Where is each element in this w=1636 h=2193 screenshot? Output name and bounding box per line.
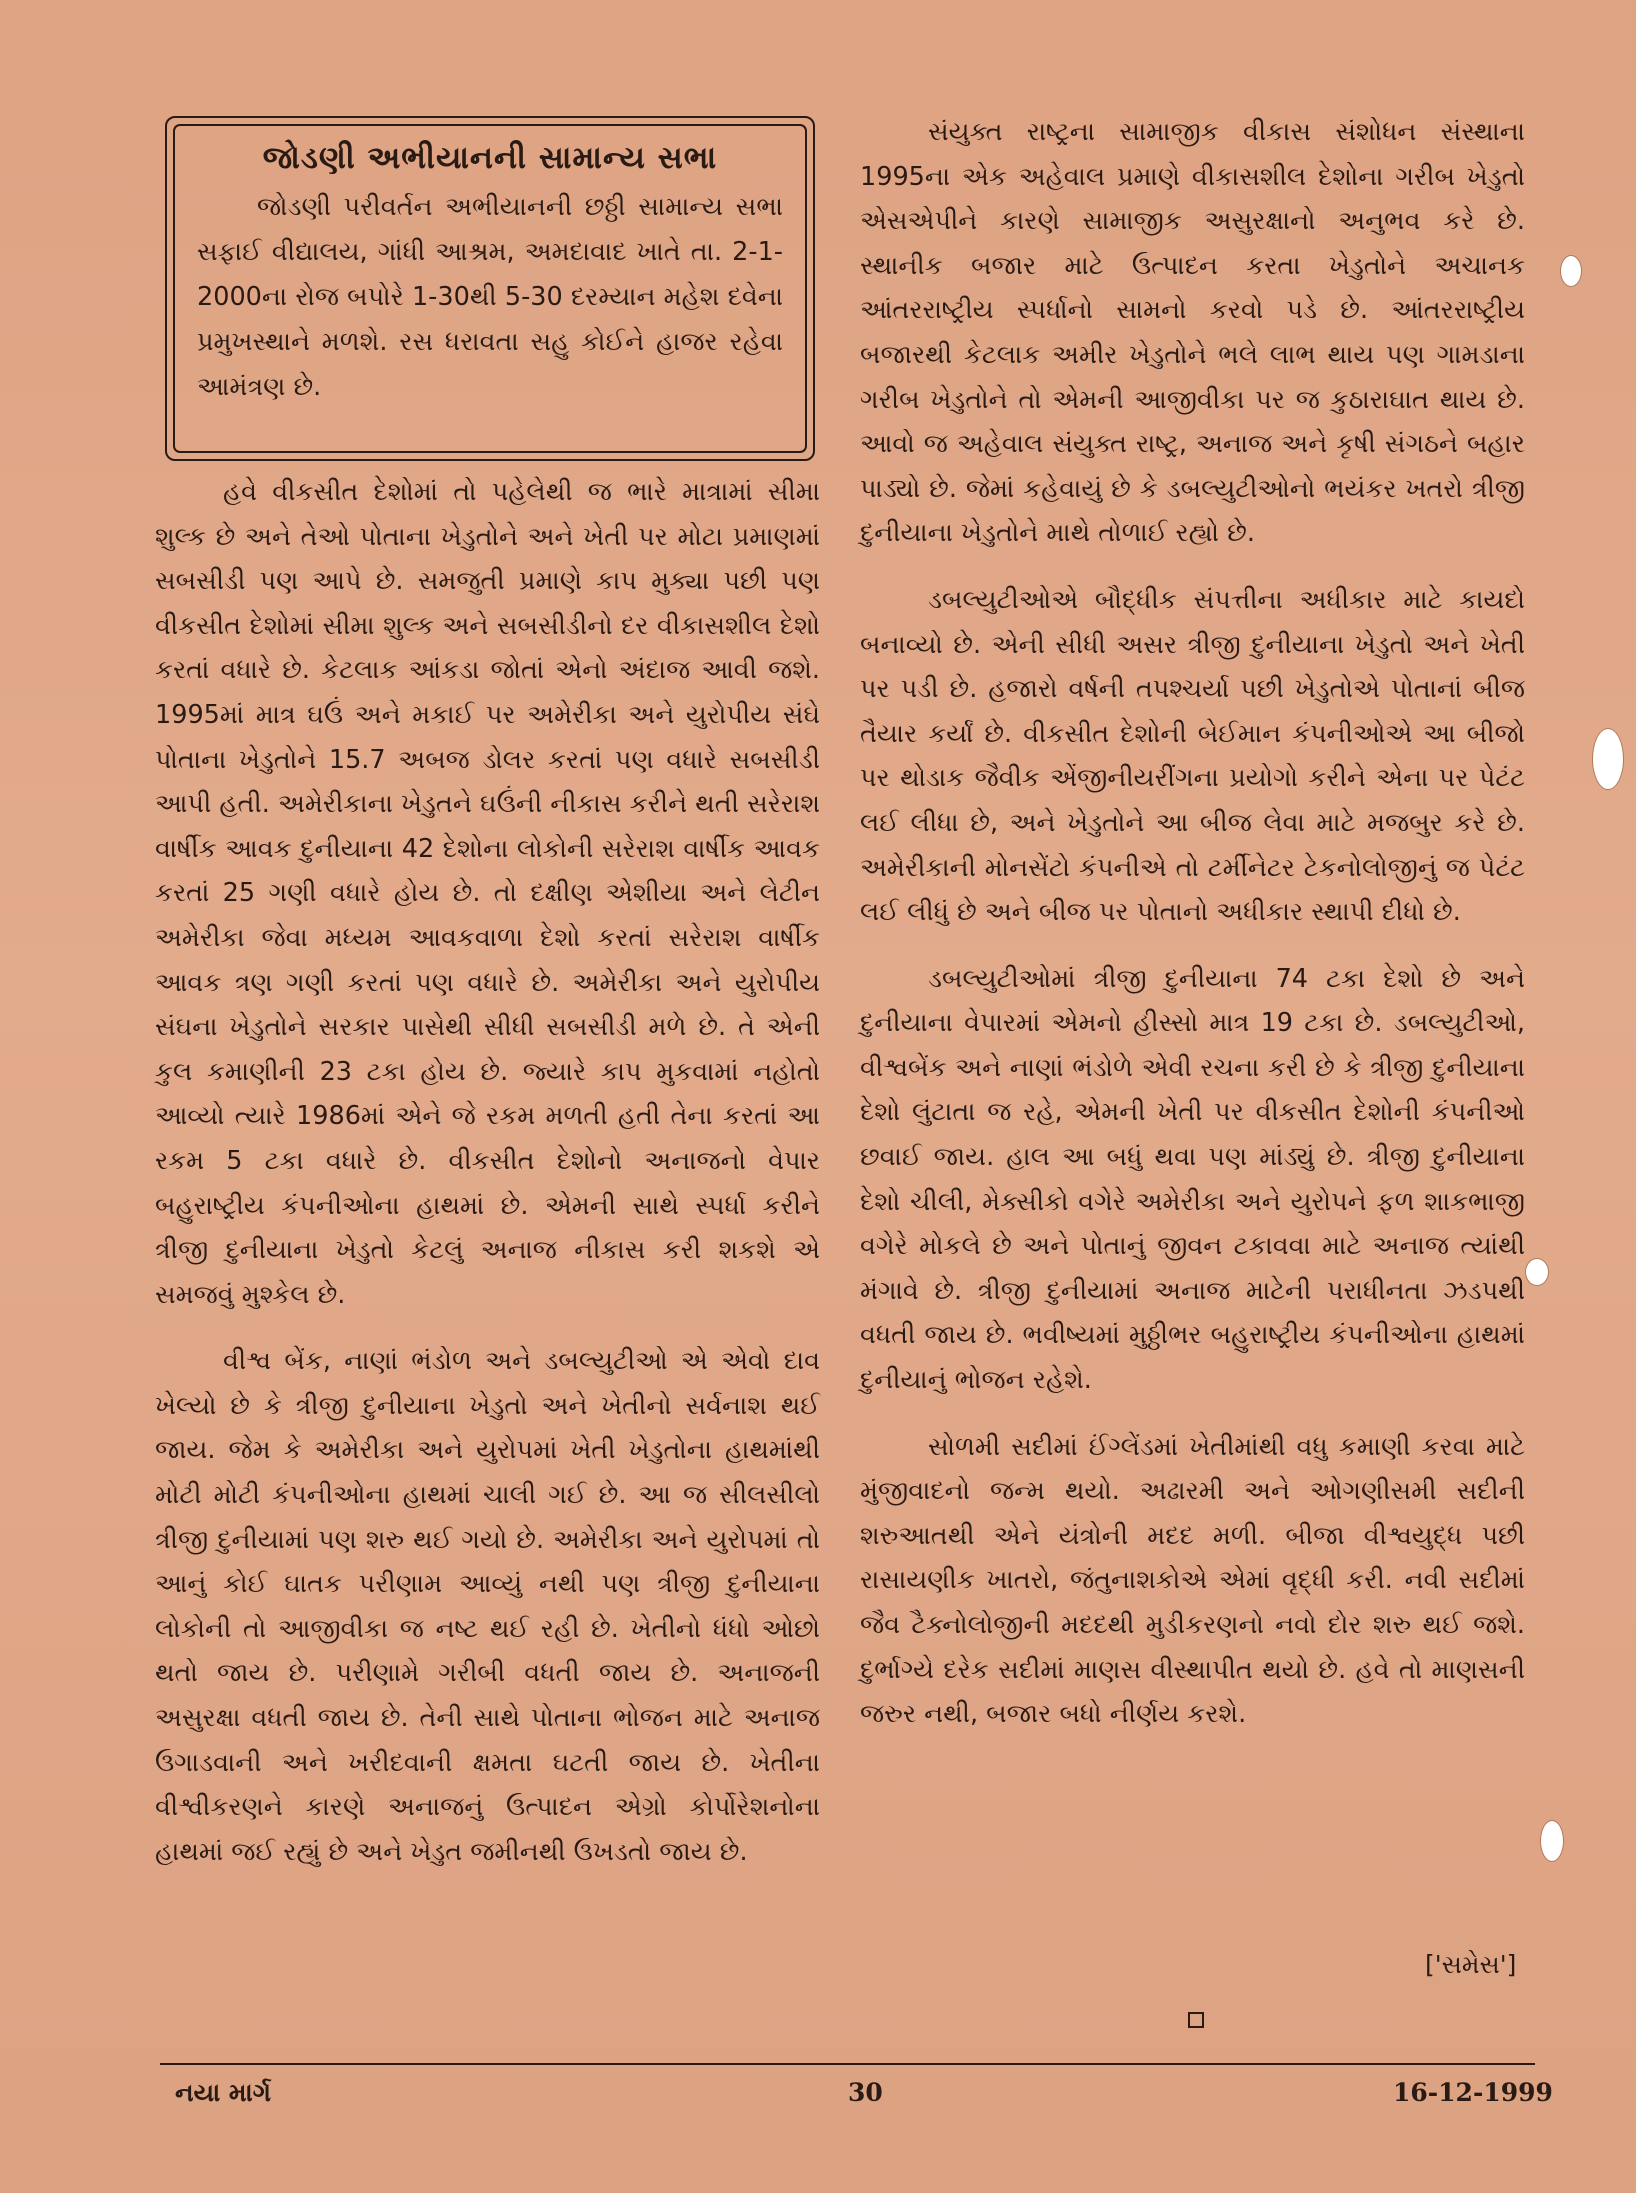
notice-box-inner	[173, 124, 807, 453]
left-column	[155, 470, 820, 1874]
paper-hole	[1592, 728, 1624, 790]
footer-publication: નયા માર્ગ	[175, 2078, 271, 2107]
paper-hole	[1560, 255, 1582, 287]
notice-text: જોડણી પરીવર્તન અભીયાનની છઠ્ઠી સામાન્ય સભા સફાઈ વીદ્યાલય, ગાંધી આશ્રમ, અમદાવાદ ખાતે તા. 2-1-2000ના રોજ બપોરે 1-30થી 5-30 દરમ્યાન મહેશ દવેના પ્રમુખસ્થાને મળશે. રસ ધરાવતા સહુ કોઈને હાજર રહેવા આમંત્રણ છે.	[197, 192, 783, 402]
end-of-article-mark	[1188, 2012, 1204, 2028]
paper-hole	[1540, 1820, 1564, 1862]
notice-box	[165, 116, 815, 461]
right-paragraph-4: સોળમી સદીમાં ઈંગ્લેંડમાં ખેતીમાંથી વધુ કમાણી કરવા માટે મુંજીવાદનો જન્મ થયો. અઢારમી અને ઓગણીસમી સદીની શરુઆતથી એને યંત્રોની મદદ મળી. બીજા વીશ્વયુદ્ધ પછી રાસાયણીક ખાતરો, જંતુનાશકોએ એમાં વૃદ્ધી કરી. નવી સદીમાં જૈવ ટૈક્નોલોજીની મદદથી મુડીકરણનો નવો દોર શરુ થઈ જશે. દુર્ભાગ્યે દરેક સદીમાં માણસ વીસ્થાપીત થયો છે. હવે તો માણસની જરુર નથી, બજાર બધો નીર્ણય કરશે.	[860, 1431, 1525, 1730]
footer-page-number: 30	[848, 2078, 883, 2107]
left-paragraph-1: હવે વીકસીત દેશોમાં તો પહેલેથી જ ભારે માત્રામાં સીમા શુલ્ક છે અને તેઓ પોતાના ખેડુતોને અને ખેતી પર મોટા પ્રમાણમાં સબસીડી પણ આપે છે. સમજુતી પ્રમાણે કાપ મુક્યા પછી પણ વીકસીત દેશોમાં સીમા શુલ્ક અને સબસીડીનો દર વીકાસશીલ દેશો કરતાં વધારે છે. કેટલાક આંકડા જોતાં એનો અંદાજ આવી જશે. 1995માં માત્ર ઘઉં અને મકાઈ પર અમેરીકા અને યુરોપીય સંઘે પોતાના ખેડુતોને 15.7 અબજ ડોલર કરતાં પણ વધારે સબસીડી આપી હતી. અમેરીકાના ખેડુતને ઘઉંની નીકાસ કરીને થતી સરેરાશ વાર્ષીક આવક દુનીયાના 42 દેશોના લોકોની સરેરાશ વાર્ષીક આવક કરતાં 25 ગણી વધારે હોય છે. તો દક્ષીણ એશીયા અને લેટીન અમેરીકા જેવા મધ્યમ આવકવાળા દેશો કરતાં સરેરાશ વાર્ષીક આવક ત્રણ ગણી કરતાં પણ વધારે છે. અમેરીકા અને યુરોપીય સંઘના ખેડુતોને સરકાર પાસેથી સીધી સબસીડી મળે છે. તે એની કુલ કમાણીની 23 ટકા હોય છે. જ્યારે કાપ મુકવામાં નહોતો આવ્યો ત્યારે 1986માં એને જે રકમ મળતી હતી તેના કરતાં આ રકમ 5 ટકા વધારે છે. વીકસીત દેશોનો અનાજનો વેપાર બહુરાષ્ટ્રીય કંપનીઓના હાથમાં છે. એમની સાથે સ્પર્ધા કરીને ત્રીજી દુનીયાના ખેડુતો કેટલું અનાજ નીકાસ કરી શકશે એ સમજવું મુશ્કેલ છે.	[155, 477, 820, 1310]
right-paragraph-2: ડબલ્યુટીઓએ બૌદ્ધીક સંપત્તીના અધીકાર માટે કાયદો બનાવ્યો છે. એની સીધી અસર ત્રીજી દુનીયાના ખેડુતો અને ખેતી પર પડી છે. હજારો વર્ષની તપશ્ચર્યા પછી ખેડુતોએ પોતાનાં બીજ તૈયાર કર્યાં છે. વીકસીત દેશોની બેઈમાન કંપનીઓએ આ બીજો પર થોડાક જૈવીક એંજીનીયરીંગના પ્રયોગો કરીને એના પર પેટંટ લઈ લીધા છે, અને ખેડુતોને આ બીજ લેવા માટે મજબુર કરે છે. અમેરીકાની મોનસેંટો કંપનીએ તો ટર્મીનેટર ટેકનોલોજીનું જ પેટંટ લઈ લીધું છે અને બીજ પર પોતાનો અધીકાર સ્થાપી દીધો છે.	[860, 584, 1525, 928]
notice-title: જોડણી અભીયાનની સામાન્ય સભા	[262, 140, 718, 176]
footer-date: 16-12-1999	[1393, 2078, 1553, 2107]
left-paragraph-2: વીશ્વ બેંક, નાણાં ભંડોળ અને ડબલ્યુટીઓ એ એવો દાવ ખેલ્યો છે કે ત્રીજી દુનીયાના ખેડુતો અને ખેતીનો સર્વનાશ થઈ જાય. જેમ કે અમેરીકા અને યુરોપમાં ખેતી ખેડુતોના હાથમાંથી મોટી મોટી કંપનીઓના હાથમાં ચાલી ગઈ છે. આ જ સીલસીલો ત્રીજી દુનીયામાં પણ શરુ થઈ ગયો છે. અમેરીકા અને યુરોપમાં તો આનું કોઈ ઘાતક પરીણામ આવ્યું નથી પણ ત્રીજી દુનીયાના લોકોની તો આજીવીકા જ નષ્ટ થઈ રહી છે. ખેતીનો ધંધો ઓછો થતો જાય છે. પરીણામે ગરીબી વધતી જાય છે. અનાજની અસુરક્ષા વધતી જાય છે. તેની સાથે પોતાના ભોજન માટે અનાજ ઉગાડવાની અને ખરીદવાની ક્ષમતા ઘટતી જાય છે. ખેતીના વીશ્વીકરણને કારણે અનાજનું ઉત્પાદન એગ્રો કોર્પોરેશનોના હાથમાં જઈ રહ્યું છે અને ખેડુત જમીનથી ઉખડતો જાય છે.	[155, 1346, 820, 1867]
right-paragraph-3: ડબલ્યુટીઓમાં ત્રીજી દુનીયાના 74 ટકા દેશો છે અને દુનીયાના વેપારમાં એમનો હીસ્સો માત્ર 19 ટકા છે. ડબલ્યુટીઓ, વીશ્વબેંક અને નાણાં ભંડોળે એવી રચના કરી છે કે ત્રીજી દુનીયાના દેશો લુંટાતા જ રહે, એમની ખેતી પર વીકસીત દેશોની કંપનીઓ છવાઈ જાય. હાલ આ બધું થવા પણ માંડ્યું છે. ત્રીજી દુનીયાના દેશો ચીલી, મેક્સીકો વગેરે અમેરીકા અને યુરોપને ફળ શાકભાજી વગેરે મોકલે છે અને પોતાનું જીવન ટકાવવા માટે અનાજ ત્યાંથી મંગાવે છે. ત્રીજી દુનીયામાં અનાજ માટેની પરાધીનતા ઝડપથી વધતી જાય છે. ભવીષ્યમાં મુઠ્ઠીભર બહુરાષ્ટ્રીય કંપનીઓના હાથમાં દુનીયાનું ભોજન રહેશે.	[860, 963, 1525, 1396]
footer-rule	[160, 2063, 1535, 2065]
right-column	[860, 110, 1525, 1737]
source-credit: ['સમેસ']	[1425, 1950, 1517, 1979]
right-paragraph-1: સંયુક્ત રાષ્ટ્રના સામાજીક વીકાસ સંશોધન સંસ્થાના 1995ના એક અહેવાલ પ્રમાણે વીકાસશીલ દેશોના ગરીબ ખેડુતો એસએપીને કારણે સામાજીક અસુરક્ષાનો અનુભવ કરે છે. સ્થાનીક બજાર માટે ઉત્પાદન કરતા ખેડુતોને અચાનક આંતરરાષ્ટ્રીય સ્પર્ધાનો સામનો કરવો પડે છે. આંતરરાષ્ટ્રીય બજારથી કેટલાક અમીર ખેડુતોને ભલે લાભ થાય પણ ગામડાના ગરીબ ખેડુતોને તો એમની આજીવીકા પર જ કુઠારાઘાત થાય છે. આવો જ અહેવાલ સંયુક્ત રાષ્ટ્ર, અનાજ અને કૃષી સંગઠને બહાર પાડ્યો છે. જેમાં કહેવાયું છે કે ડબલ્યુટીઓનો ભયંકર ખતરો ત્રીજી દુનીયાના ખેડુતોને માથે તોળાઈ રહ્યો છે.	[860, 117, 1525, 549]
paper-hole	[1525, 1258, 1549, 1286]
